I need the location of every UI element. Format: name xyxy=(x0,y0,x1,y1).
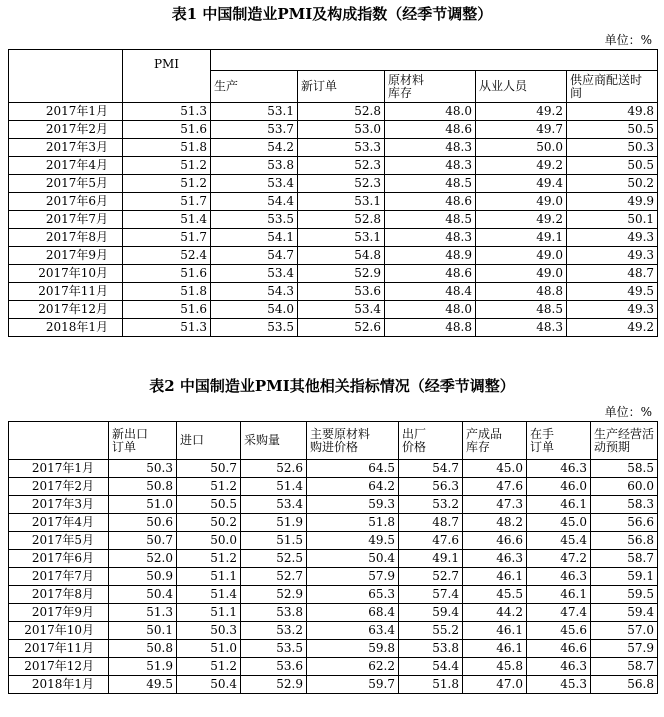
cell-value: 60.0 xyxy=(591,478,658,496)
cell-value: 51.8 xyxy=(123,283,211,301)
cell-value: 46.1 xyxy=(463,568,527,586)
cell-value: 58.7 xyxy=(591,658,658,676)
cell-value: 54.2 xyxy=(211,139,298,157)
cell-value: 46.6 xyxy=(463,532,527,550)
table-row xyxy=(9,247,658,265)
table2-col-header-text: 产成品 库存 xyxy=(466,426,503,454)
cell-value: 50.9 xyxy=(109,568,177,586)
cell-value: 51.2 xyxy=(177,478,241,496)
cell-value: 50.0 xyxy=(177,532,241,550)
row-month: 2017年7月 xyxy=(9,211,123,229)
cell-value: 64.5 xyxy=(307,460,399,478)
table1-corner-lower xyxy=(9,71,123,103)
table1-col-header-text: 供应商配送时 间 xyxy=(570,72,643,100)
cell-value: 51.5 xyxy=(241,532,307,550)
cell-value: 44.2 xyxy=(463,604,527,622)
cell-value: 50.5 xyxy=(177,496,241,514)
cell-value: 62.2 xyxy=(307,658,399,676)
cell-value: 52.8 xyxy=(298,211,385,229)
table2-title: 表2 中国制造业PMI其他相关指标情况（经季节调整） xyxy=(149,377,515,395)
table1-col-header: PMI xyxy=(123,50,211,71)
cell-value: 54.4 xyxy=(211,193,298,211)
cell-value: 56.8 xyxy=(591,532,658,550)
table-row xyxy=(9,496,658,514)
cell-value: 53.4 xyxy=(241,496,307,514)
cell-value: 46.3 xyxy=(527,460,591,478)
cell-value: 51.9 xyxy=(109,658,177,676)
cell-value: 53.5 xyxy=(211,319,298,337)
cell-value: 58.7 xyxy=(591,550,658,568)
cell-value: 53.2 xyxy=(241,622,307,640)
cell-value: 51.6 xyxy=(123,121,211,139)
table1-pmi-lower xyxy=(123,71,211,103)
cell-value: 45.5 xyxy=(463,586,527,604)
cell-value: 51.6 xyxy=(123,301,211,319)
cell-value: 49.1 xyxy=(476,229,567,247)
table-row xyxy=(9,622,658,640)
cell-value: 49.5 xyxy=(307,532,399,550)
cell-value: 50.6 xyxy=(109,514,177,532)
table2-corner xyxy=(9,422,109,460)
table-row xyxy=(9,121,658,139)
table-row xyxy=(9,229,658,247)
cell-value: 48.2 xyxy=(463,514,527,532)
cell-value: 51.3 xyxy=(109,604,177,622)
row-month: 2017年6月 xyxy=(9,550,109,568)
row-month: 2017年8月 xyxy=(9,586,109,604)
table-row xyxy=(9,568,658,586)
table1-col-header-text: 原材料 库存 xyxy=(388,72,425,100)
cell-value: 59.3 xyxy=(307,496,399,514)
row-month: 2017年1月 xyxy=(9,103,123,121)
cell-value: 48.6 xyxy=(385,121,476,139)
cell-value: 48.9 xyxy=(385,247,476,265)
cell-value: 46.3 xyxy=(463,550,527,568)
table-row xyxy=(9,640,658,658)
cell-value: 52.0 xyxy=(109,550,177,568)
cell-value: 48.3 xyxy=(476,319,567,337)
table1-col-header xyxy=(385,71,476,103)
table-row xyxy=(9,676,658,694)
cell-value: 51.7 xyxy=(123,193,211,211)
row-month: 2017年4月 xyxy=(9,157,123,175)
cell-value: 51.0 xyxy=(109,496,177,514)
cell-value: 57.9 xyxy=(591,640,658,658)
cell-value: 54.7 xyxy=(211,247,298,265)
cell-value: 56.6 xyxy=(591,514,658,532)
cell-value: 48.6 xyxy=(385,193,476,211)
table-row xyxy=(9,139,658,157)
cell-value: 48.5 xyxy=(385,211,476,229)
cell-value: 49.4 xyxy=(476,175,567,193)
cell-value: 51.1 xyxy=(177,568,241,586)
cell-value: 45.0 xyxy=(463,460,527,478)
cell-value: 53.4 xyxy=(298,301,385,319)
cell-value: 53.6 xyxy=(241,658,307,676)
cell-value: 51.7 xyxy=(123,229,211,247)
cell-value: 50.3 xyxy=(109,460,177,478)
row-month: 2017年9月 xyxy=(9,247,123,265)
cell-value: 47.4 xyxy=(527,604,591,622)
cell-value: 63.4 xyxy=(307,622,399,640)
cell-value: 46.1 xyxy=(463,622,527,640)
table2-col-header-text: 出厂 价格 xyxy=(402,426,427,454)
row-month: 2017年8月 xyxy=(9,229,123,247)
cell-value: 45.8 xyxy=(463,658,527,676)
table2-col-header xyxy=(399,422,463,460)
cell-value: 51.2 xyxy=(177,550,241,568)
cell-value: 45.3 xyxy=(527,676,591,694)
cell-value: 48.4 xyxy=(385,283,476,301)
table-row xyxy=(9,460,658,478)
cell-value: 47.2 xyxy=(527,550,591,568)
cell-value: 53.2 xyxy=(399,496,463,514)
cell-value: 53.8 xyxy=(399,640,463,658)
table2-col-header: 进口 xyxy=(177,422,241,460)
cell-value: 51.2 xyxy=(123,175,211,193)
table-row xyxy=(9,478,658,496)
cell-value: 54.8 xyxy=(298,247,385,265)
cell-value: 45.4 xyxy=(527,532,591,550)
table2-col-header-text: 新出口 订单 xyxy=(112,426,149,454)
cell-value: 51.3 xyxy=(123,319,211,337)
cell-value: 51.9 xyxy=(241,514,307,532)
cell-value: 49.5 xyxy=(567,283,658,301)
cell-value: 52.7 xyxy=(399,568,463,586)
cell-value: 48.5 xyxy=(385,175,476,193)
cell-value: 50.1 xyxy=(567,211,658,229)
cell-value: 46.3 xyxy=(527,658,591,676)
cell-value: 51.3 xyxy=(123,103,211,121)
cell-value: 50.4 xyxy=(109,586,177,604)
cell-value: 46.0 xyxy=(527,478,591,496)
cell-value: 56.8 xyxy=(591,676,658,694)
cell-value: 52.5 xyxy=(241,550,307,568)
cell-value: 48.7 xyxy=(399,514,463,532)
cell-value: 51.0 xyxy=(177,640,241,658)
row-month: 2017年9月 xyxy=(9,604,109,622)
table1-title: 表1 中国制造业PMI及构成指数（经季节调整） xyxy=(171,5,493,23)
cell-value: 49.2 xyxy=(476,211,567,229)
cell-value: 55.2 xyxy=(399,622,463,640)
cell-value: 51.1 xyxy=(177,604,241,622)
table2-col-header-text: 在手 订单 xyxy=(530,426,555,454)
cell-value: 59.8 xyxy=(307,640,399,658)
cell-value: 50.3 xyxy=(177,622,241,640)
row-month: 2018年1月 xyxy=(9,319,123,337)
table1-corner xyxy=(9,50,123,71)
cell-value: 50.8 xyxy=(109,478,177,496)
cell-value: 48.3 xyxy=(385,139,476,157)
cell-value: 59.4 xyxy=(399,604,463,622)
cell-value: 45.6 xyxy=(527,622,591,640)
table1-header-blank xyxy=(211,50,658,71)
row-month: 2017年12月 xyxy=(9,301,123,319)
cell-value: 52.6 xyxy=(241,460,307,478)
row-month: 2017年10月 xyxy=(9,622,109,640)
cell-value: 50.2 xyxy=(177,514,241,532)
cell-value: 46.6 xyxy=(527,640,591,658)
table2-col-header xyxy=(591,422,658,460)
pmi-composite-table xyxy=(8,49,658,337)
cell-value: 59.7 xyxy=(307,676,399,694)
cell-value: 51.8 xyxy=(123,139,211,157)
cell-value: 50.7 xyxy=(177,460,241,478)
table-row xyxy=(9,604,658,622)
row-month: 2017年10月 xyxy=(9,265,123,283)
row-month: 2017年11月 xyxy=(9,283,123,301)
cell-value: 53.7 xyxy=(211,121,298,139)
cell-value: 46.1 xyxy=(527,586,591,604)
cell-value: 52.6 xyxy=(298,319,385,337)
row-month: 2017年3月 xyxy=(9,496,109,514)
cell-value: 48.5 xyxy=(476,301,567,319)
row-month: 2017年4月 xyxy=(9,514,109,532)
cell-value: 53.0 xyxy=(298,121,385,139)
row-month: 2017年6月 xyxy=(9,193,123,211)
cell-value: 52.3 xyxy=(298,157,385,175)
table-row xyxy=(9,175,658,193)
cell-value: 52.4 xyxy=(123,247,211,265)
table-row xyxy=(9,265,658,283)
cell-value: 53.4 xyxy=(211,175,298,193)
cell-value: 51.4 xyxy=(123,211,211,229)
cell-value: 59.1 xyxy=(591,568,658,586)
cell-value: 52.9 xyxy=(241,676,307,694)
cell-value: 54.3 xyxy=(211,283,298,301)
cell-value: 48.6 xyxy=(385,265,476,283)
row-month: 2017年3月 xyxy=(9,139,123,157)
cell-value: 53.3 xyxy=(298,139,385,157)
table1-unit: 单位：% xyxy=(604,33,652,47)
cell-value: 46.1 xyxy=(527,496,591,514)
cell-value: 54.0 xyxy=(211,301,298,319)
row-month: 2017年2月 xyxy=(9,121,123,139)
table1-col-header: 新订单 xyxy=(298,71,385,103)
table2-col-header: 采购量 xyxy=(241,422,307,460)
cell-value: 50.5 xyxy=(567,157,658,175)
table-row xyxy=(9,658,658,676)
cell-value: 56.3 xyxy=(399,478,463,496)
cell-value: 49.7 xyxy=(476,121,567,139)
cell-value: 50.4 xyxy=(307,550,399,568)
cell-value: 49.1 xyxy=(399,550,463,568)
table-row xyxy=(9,550,658,568)
cell-value: 49.0 xyxy=(476,247,567,265)
cell-value: 49.2 xyxy=(476,103,567,121)
cell-value: 49.2 xyxy=(567,319,658,337)
cell-value: 54.7 xyxy=(399,460,463,478)
cell-value: 51.4 xyxy=(177,586,241,604)
cell-value: 50.7 xyxy=(109,532,177,550)
row-month: 2017年5月 xyxy=(9,532,109,550)
table2-col-header-text: 生产经营活 动预期 xyxy=(594,426,655,454)
cell-value: 58.5 xyxy=(591,460,658,478)
cell-value: 52.9 xyxy=(298,265,385,283)
cell-value: 51.6 xyxy=(123,265,211,283)
cell-value: 68.4 xyxy=(307,604,399,622)
table-row xyxy=(9,301,658,319)
cell-value: 58.3 xyxy=(591,496,658,514)
table-row xyxy=(9,211,658,229)
cell-value: 49.3 xyxy=(567,247,658,265)
cell-value: 51.4 xyxy=(241,478,307,496)
table-row xyxy=(9,157,658,175)
cell-value: 48.0 xyxy=(385,103,476,121)
table2-unit: 单位：% xyxy=(604,405,652,419)
table-row xyxy=(9,532,658,550)
cell-value: 52.8 xyxy=(298,103,385,121)
cell-value: 52.9 xyxy=(241,586,307,604)
cell-value: 48.7 xyxy=(567,265,658,283)
cell-value: 48.3 xyxy=(385,229,476,247)
cell-value: 49.5 xyxy=(109,676,177,694)
cell-value: 57.9 xyxy=(307,568,399,586)
cell-value: 54.4 xyxy=(399,658,463,676)
cell-value: 50.2 xyxy=(567,175,658,193)
table2-col-header xyxy=(307,422,399,460)
cell-value: 50.1 xyxy=(109,622,177,640)
cell-value: 52.7 xyxy=(241,568,307,586)
cell-value: 53.1 xyxy=(211,103,298,121)
table2-col-header xyxy=(463,422,527,460)
cell-value: 46.1 xyxy=(463,640,527,658)
table-row xyxy=(9,193,658,211)
cell-value: 49.9 xyxy=(567,193,658,211)
cell-value: 48.3 xyxy=(385,157,476,175)
table1-col-header: 从业人员 xyxy=(476,71,567,103)
row-month: 2017年7月 xyxy=(9,568,109,586)
cell-value: 48.8 xyxy=(476,283,567,301)
cell-value: 53.8 xyxy=(241,604,307,622)
cell-value: 47.6 xyxy=(463,478,527,496)
table-row xyxy=(9,283,658,301)
cell-value: 50.4 xyxy=(177,676,241,694)
cell-value: 48.8 xyxy=(385,319,476,337)
cell-value: 49.2 xyxy=(476,157,567,175)
cell-value: 52.3 xyxy=(298,175,385,193)
cell-value: 50.5 xyxy=(567,121,658,139)
table1-col-header: 生产 xyxy=(211,71,298,103)
cell-value: 47.0 xyxy=(463,676,527,694)
cell-value: 47.6 xyxy=(399,532,463,550)
cell-value: 49.0 xyxy=(476,265,567,283)
cell-value: 53.5 xyxy=(241,640,307,658)
cell-value: 53.1 xyxy=(298,193,385,211)
cell-value: 53.8 xyxy=(211,157,298,175)
table1-col-header xyxy=(567,71,658,103)
table-row xyxy=(9,319,658,337)
cell-value: 53.4 xyxy=(211,265,298,283)
table-row xyxy=(9,514,658,532)
row-month: 2017年1月 xyxy=(9,460,109,478)
table2-col-header xyxy=(109,422,177,460)
table-row xyxy=(9,586,658,604)
cell-value: 59.5 xyxy=(591,586,658,604)
cell-value: 57.0 xyxy=(591,622,658,640)
cell-value: 53.1 xyxy=(298,229,385,247)
cell-value: 54.1 xyxy=(211,229,298,247)
cell-value: 48.0 xyxy=(385,301,476,319)
cell-value: 53.6 xyxy=(298,283,385,301)
row-month: 2017年12月 xyxy=(9,658,109,676)
cell-value: 47.3 xyxy=(463,496,527,514)
cell-value: 51.2 xyxy=(123,157,211,175)
cell-value: 46.3 xyxy=(527,568,591,586)
cell-value: 65.3 xyxy=(307,586,399,604)
row-month: 2017年5月 xyxy=(9,175,123,193)
cell-value: 49.3 xyxy=(567,229,658,247)
cell-value: 49.8 xyxy=(567,103,658,121)
cell-value: 57.4 xyxy=(399,586,463,604)
table2-col-header xyxy=(527,422,591,460)
cell-value: 50.8 xyxy=(109,640,177,658)
cell-value: 51.8 xyxy=(307,514,399,532)
cell-value: 64.2 xyxy=(307,478,399,496)
row-month: 2018年1月 xyxy=(9,676,109,694)
cell-value: 50.0 xyxy=(476,139,567,157)
pmi-other-indicators-table xyxy=(8,421,658,694)
cell-value: 53.5 xyxy=(211,211,298,229)
cell-value: 50.3 xyxy=(567,139,658,157)
row-month: 2017年11月 xyxy=(9,640,109,658)
cell-value: 49.3 xyxy=(567,301,658,319)
table2-col-header-text: 主要原材料 购进价格 xyxy=(310,426,371,454)
cell-value: 49.0 xyxy=(476,193,567,211)
table-row xyxy=(9,103,658,121)
cell-value: 51.8 xyxy=(399,676,463,694)
cell-value: 51.2 xyxy=(177,658,241,676)
row-month: 2017年2月 xyxy=(9,478,109,496)
cell-value: 45.0 xyxy=(527,514,591,532)
cell-value: 59.4 xyxy=(591,604,658,622)
